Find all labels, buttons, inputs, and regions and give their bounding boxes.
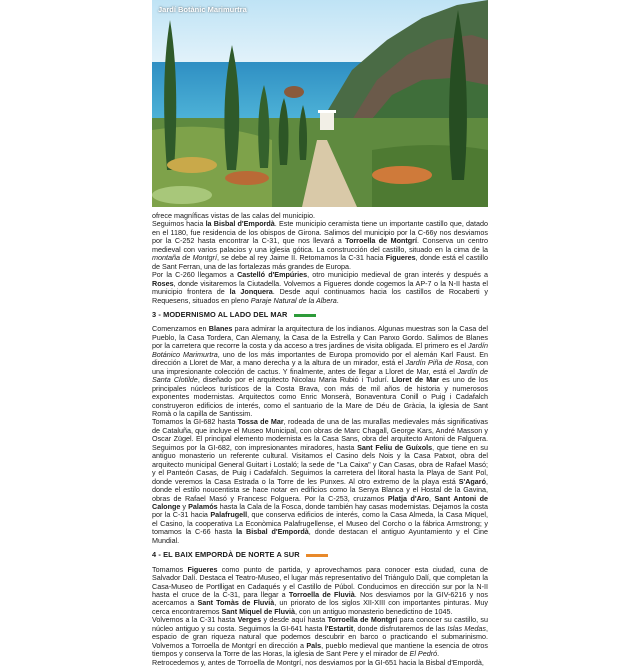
- paragraph: Retrocedemos y, antes de Torroella de Montgrí, nos desviamos por la GI-651 hacia la Bisbal d'Empordà,: [152, 657, 484, 667]
- paragraph: Volvemos a la C-31 hasta Verges y desde aquí hasta Torroella de Montgrí para conocer su castillo, su núcleo antiguo y su costa. Seguimos la GI-641 hasta l'Estartit, donde disfrutaremos de las Islas Medas, espacio de gran riqueza natural que podemos descubrir en barco o practicando el submarinismo. Volvemos a Torroella de Montgrí en dirección a Pals, pueblo medieval que mantiene la esencia de otros tiempos y conserva la Torre de las Horas, la iglesia de Sant Pere y el mirador de El Pedró.: [152, 615, 488, 659]
- paragraph: Tomamos Figueres como punto de partida, y aprovechamos para conocer esta ciudad, cuna de Salvador Dalí. Destaca el Teatro-Museo, el lugar más representativo del Triángulo Dalí, que completan la Casa-Museo de Portlligat en Cadaqués y el Castillo de Púbol. Conducimos en dirección sur por la N-II hasta el cruce de la C-31, para llegar a Torroella de Fluvià. Nos desviamos por la GIV-6216 y nos acercamos a Sant Tomàs de Fluvià, un priorato de los siglos XII-XIII con importantes pinturas. Muy cerca encontraremos Sant Miquel de Fluvià, con un antiguo monasterio benedictino de 1045.: [152, 564, 488, 616]
- section-accent-bar: [306, 554, 328, 557]
- paragraph: Seguimos hacia la Bisbal d'Empordà. Este municipio ceramista tiene un importante castillo que, datado en el 1180, fue residencia de los obispos de Girona. Salimos del municipio por la C-66y nos desviamos por la C-252 hasta encontrar la C-31, que nos llevará a Torroella de Montgrí. Conserva un centro medieval con varios palacios y una iglesia gótica. La construcción del castillo, situado en la cima de la montaña de Montgrí, se debe al rey Jaime II. Retomamos la C-31 hacia Figueres, donde está el castillo de Sant Ferran, una de las fortalezas más grandes de Europa.: [152, 219, 489, 271]
- section-title: 4 - EL BAIX EMPORDÀ DE NORTE A SUR: [152, 550, 300, 560]
- paragraph: ofrece magníficas vistas de las calas del municipio.: [152, 211, 315, 220]
- paragraph: Tomamos la GI-682 hasta Tossa de Mar, rodeada de una de las murallas medievales más significativas de Cataluña, que incluye el Museo Municipal, con obras de Marc Chagall, George Kars, André Masson y Oscar Zügel. El principal elemento modernista es la Casa Sans, obra del arquitecto Antoni de Falguera. Seguimos por la GI-682, con impresionantes miradores, hasta Sant Feliu de Guíxols, que tiene en su antiguo monasterio un referente cultural. Visitamos el Casino dels Nois y la Casa Patxot, obra del arquitecto municipal General Guitart i Lostaló; la sede de "La Caixa" y Can Casas, obra de Rafael Masó; y el Panteón Casas, de Puig i Cadafalch. Seguimos la carretera del litoral hasta la Playa de Sant Pol, donde veremos la Casa Estrada o la Torre de les Punxes. Al otro extremo de la playa está S'Agaró, donde el estilo noucentista se hace notar en edificios como la Senya Blanca y el Hostal de la Gavina, obras de Rafael Masó y Francesc Folguera. Por la C-253, cruzamos Platja d'Aro, Sant Antoni de Calonge y Palamós hasta la Cala de la Fosca, donde también hay casas modernistas. Dejamos la costa por la C-31 hacia Palafrugell, que conserva edificios de interés, como la Casa Almeda, la Casa Miquel, el Casino, la cooperativa La Econòmica Palafrugellense, el Museo del Corcho o la fábrica Armstrong; y tomamos la C-66 hasta la Bisbal d'Empordà, donde destacan el antiguo Ayuntamiento y el Cine Mundial.: [152, 417, 489, 545]
- photo-caption: Jardí Botànic Marimurtra: [158, 5, 247, 14]
- garden-photo-illustration: [152, 0, 488, 207]
- intro-section: [152, 212, 488, 305]
- section-accent-bar: [294, 314, 316, 317]
- paragraph: Comenzamos en Blanes para admirar la arquitectura de los indianos. Algunas muestras son la Casa del Pueblo, la Casa Tordera, Can Alemany, la Casa de la Estrella y Can Panxo Gordo. Salimos de Blanes por la carretera que recorre la costa y da acceso a tres jardines de visita obligada. El primero es el Jardín Botánico Marimurtra, uno de los más importantes de Europa promovido por el alemán Karl Faust. En dirección a Lloret de Mar, a mano derecha y a la altura de un mirador, está el Jardín Piña de Rosa, con una impresionante colección de cactus. Y finalmente, antes de llegar a Lloret de Mar, está el Jardín de Santa Clotilde, diseñado por el arquitecto Nicolau Maria Rubió i Tudurí. Lloret de Mar es uno de los principales núcleos turísticos de la Costa Brava, con más de mil años de historia y numerosos exponentes modernistas. Arquitectos como Enric Monserà, Bonaventura Conill o Puig i Cadafalch construyeron edificios de interés, como el santuario de la Mare de Déu de Gràcia, la iglesia de Sant Romà o la capilla de Santissim.: [152, 324, 489, 418]
- modernismo-section: [152, 325, 488, 545]
- baix-emporda-section: [152, 566, 488, 667]
- article-body: [152, 212, 488, 667]
- paragraph: Por la C-260 llegamos a Castelló d'Empúries, otro municipio medieval de gran interés y después a Roses, donde visitaremos la Ciutadella. Volvemos a Figueres donde cogemos la AP-7 o la N-II hasta el municipio frontera de la Jonquera. Desde aquí continuamos hacia los castillos de Rocaberti y Requesens, situados en pleno Paraje Natural de la Albera.: [152, 270, 489, 305]
- section-title: 3 - MODERNISMO AL LADO DEL MAR: [152, 309, 288, 319]
- section-heading-baix-emporda: [152, 551, 488, 559]
- garden-photo: [152, 0, 488, 207]
- section-heading-modernismo: [152, 311, 488, 319]
